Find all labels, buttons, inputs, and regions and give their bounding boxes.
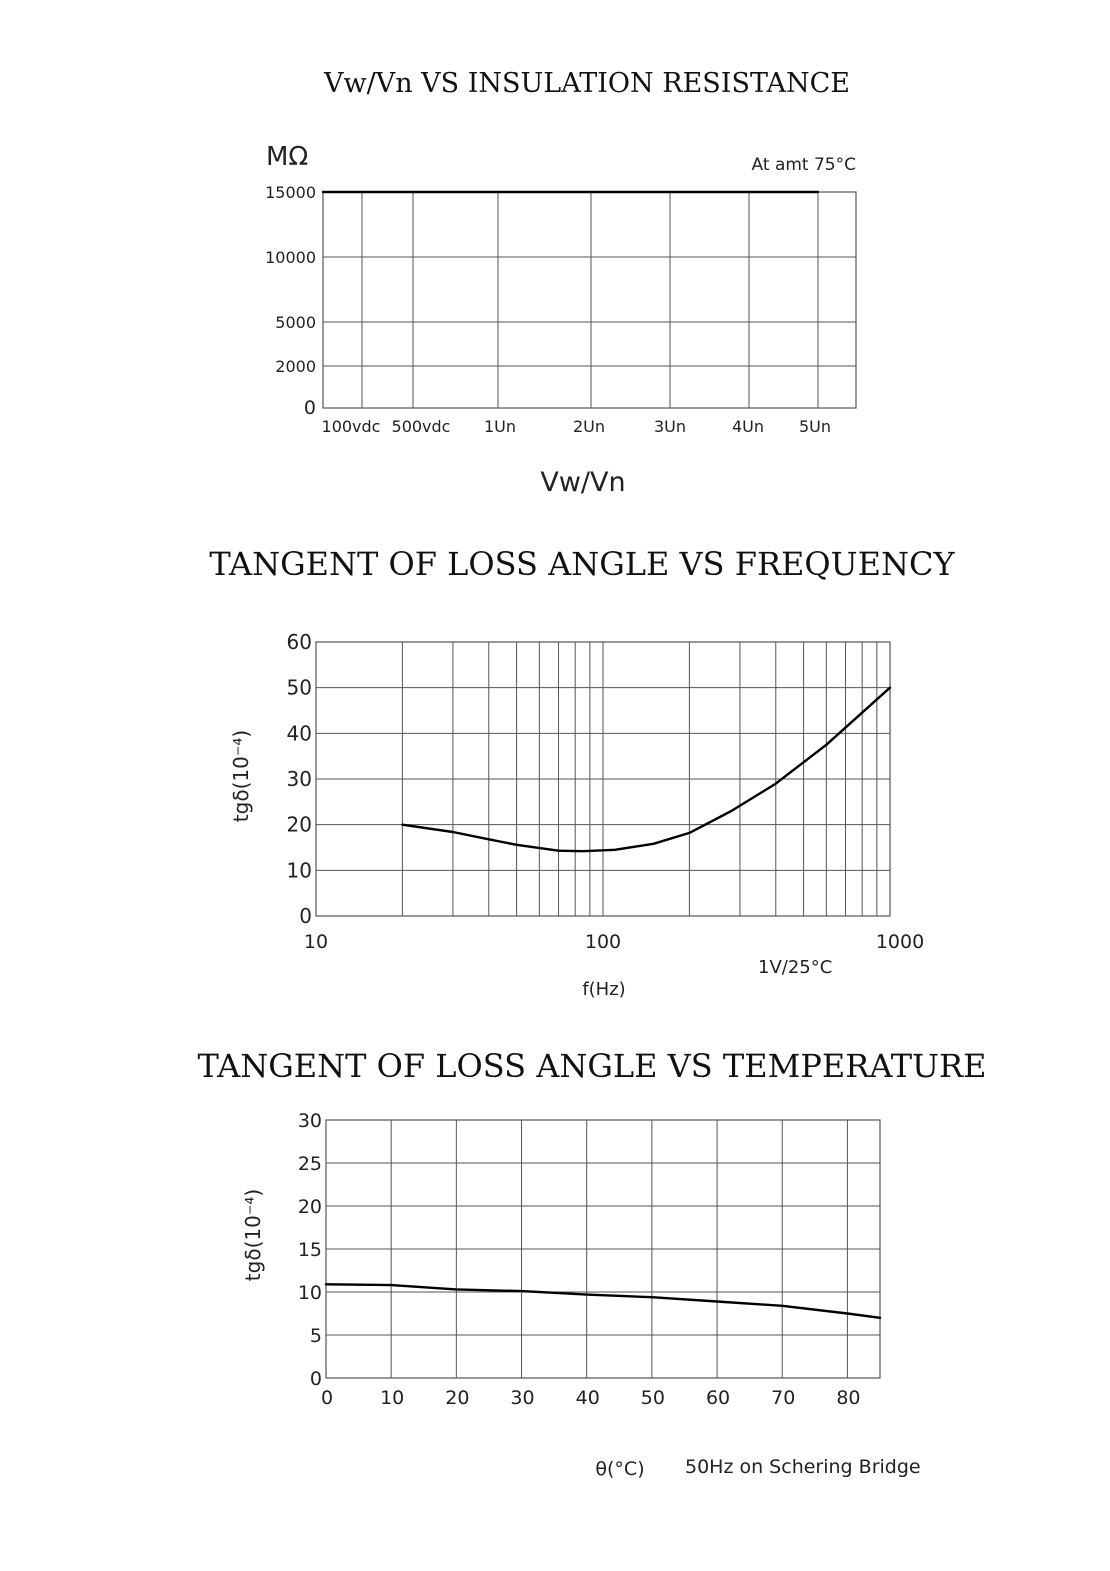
chart2-y-tick-label: 60	[286, 630, 312, 654]
chart2-ylabel: tgδ(10⁻⁴)	[229, 729, 253, 823]
chart1-x-tick-label: 4Un	[731, 417, 765, 436]
chart1-frame	[323, 192, 856, 408]
chart1-x-tick-label: 100vdc	[321, 417, 381, 436]
chart1-x-tick-label: 3Un	[653, 417, 687, 436]
chart3-y-tick-label: 5	[309, 1325, 322, 1347]
chart1-x-tick-label: 5Un	[798, 417, 832, 436]
chart2-y-tick-label: 0	[299, 904, 312, 928]
chart1-y-tick-label: 0	[303, 397, 316, 419]
chart3-x-tick-label: 10	[380, 1387, 405, 1409]
chart3-title: TANGENT OF LOSS ANGLE VS TEMPERATURE	[197, 1047, 987, 1085]
chart2-series-line	[402, 688, 890, 852]
insulation-resistance-chart	[0, 0, 1110, 520]
chart3-x-tick-label: 0	[320, 1387, 334, 1409]
chart2-title: TANGENT OF LOSS ANGLE VS FREQUENCY	[209, 545, 955, 583]
chart2-xlabel: f(Hz)	[582, 979, 626, 1000]
chart2-y-tick-label: 30	[286, 767, 312, 791]
chart1-annotation: At amt 75°C	[751, 155, 856, 175]
loss-angle-frequency-chart	[0, 530, 1110, 1030]
chart2-y-tick-label: 20	[286, 812, 312, 837]
chart2-x-tick-label: 1000	[875, 931, 925, 953]
chart3-x-tick-label: 50	[640, 1387, 665, 1409]
chart3-x-tick-label: 30	[510, 1387, 535, 1409]
chart2-y-tick-label: 40	[286, 721, 312, 746]
chart3-x-tick-label: 40	[575, 1387, 600, 1409]
chart3-y-tick-label: 10	[297, 1282, 322, 1304]
chart1-y-tick-label: 5000	[275, 313, 316, 332]
chart3-series-line	[326, 1284, 880, 1318]
chart1-x-tick-label: 2Un	[572, 417, 606, 436]
chart2-y-tick-label: 50	[286, 675, 312, 700]
chart3-x-tick-label: 60	[705, 1387, 731, 1409]
chart3-xlabel: θ(°C)	[595, 1458, 645, 1480]
chart3-y-tick-label: 25	[297, 1153, 322, 1175]
chart3-x-tick-label: 80	[836, 1387, 861, 1409]
chart3-y-tick-label: 20	[297, 1196, 322, 1218]
chart1-y-tick-label: 2000	[275, 357, 316, 376]
chart3-grid	[326, 1120, 880, 1378]
chart3-y-ticks	[298, 1110, 322, 1390]
chart1-x-tick-label: 500vdc	[391, 417, 451, 436]
chart3-annotation: 50Hz on Schering Bridge	[685, 1456, 921, 1478]
chart1-x-ticks	[322, 417, 832, 436]
chart3-x-ticks	[321, 1387, 861, 1409]
chart2-y-ticks	[287, 630, 312, 928]
chart2-annotation: 1V/25°C	[758, 957, 833, 978]
chart2-x-tick-label: 10	[303, 931, 329, 953]
chart1-y-tick-label: 15000	[265, 183, 316, 202]
chart2-x-ticks	[304, 931, 924, 953]
chart2-grid	[316, 642, 890, 916]
chart3-series	[326, 1284, 880, 1318]
chart3-y-tick-label: 15	[297, 1239, 322, 1261]
loss-angle-temperature-chart	[0, 1040, 1110, 1571]
chart3-ylabel: tgδ(10⁻⁴)	[241, 1188, 265, 1282]
chart1-xlabel: Vw/Vn	[540, 467, 626, 498]
chart3-y-tick-label: 30	[297, 1110, 322, 1132]
chart3-x-tick-label: 20	[445, 1387, 470, 1409]
chart1-y-ticks	[265, 183, 316, 419]
chart3-y-tick-label: 0	[309, 1368, 322, 1390]
chart1-title: Vw/Vn VS INSULATION RESISTANCE	[324, 68, 850, 99]
chart1-grid	[323, 192, 856, 408]
chart1-y-tick-label: 10000	[265, 248, 316, 267]
chart2-series	[402, 688, 890, 852]
chart1-x-tick-label: 1Un	[483, 417, 517, 436]
chart2-y-tick-label: 10	[286, 858, 312, 883]
chart1-ylabel: MΩ	[266, 142, 309, 172]
chart2-x-tick-label: 100	[584, 931, 622, 953]
chart3-x-tick-label: 70	[771, 1387, 796, 1409]
